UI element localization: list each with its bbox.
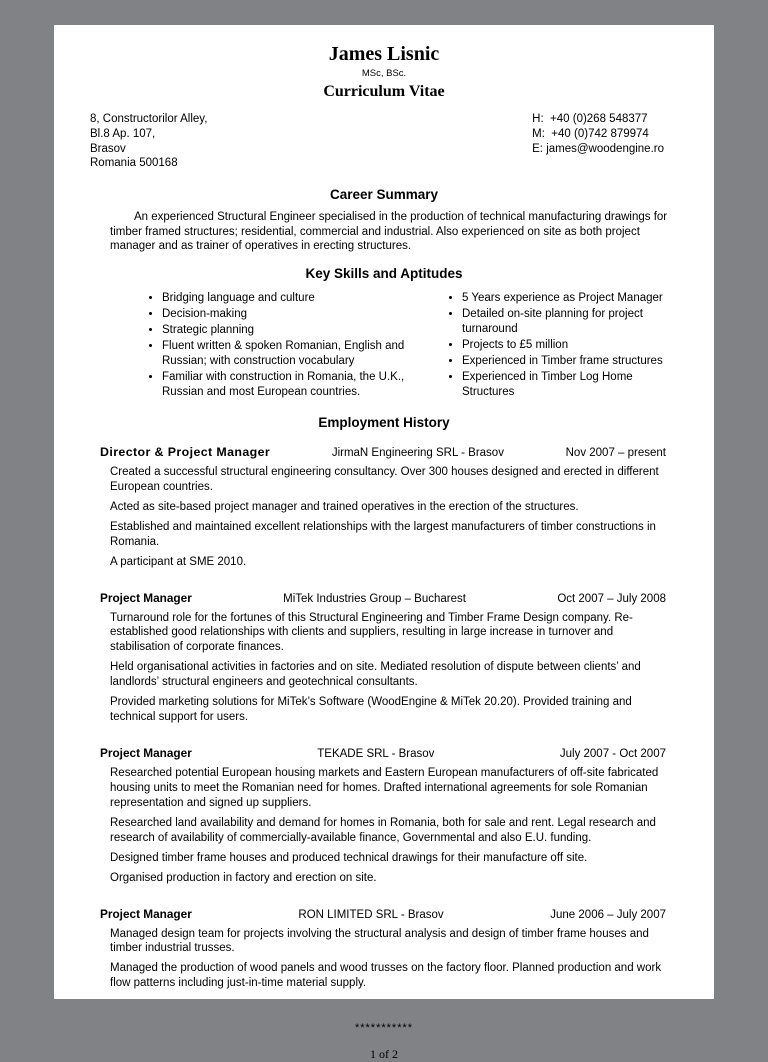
job-header bbox=[90, 444, 678, 461]
job-dates: June 2006 – July 2007 bbox=[550, 908, 666, 921]
skills-list-right bbox=[442, 291, 678, 401]
job-description: Organised production in factory and erection on site. bbox=[110, 871, 377, 884]
job-entry bbox=[90, 591, 678, 726]
skill-item: • Familiar with construction in Romania, the U.K., Russian and most European countries. bbox=[162, 370, 428, 400]
job-description: A participant at SME 2010. bbox=[110, 555, 247, 568]
job-header bbox=[90, 746, 678, 762]
job-dates: Nov 2007 – present bbox=[565, 447, 666, 460]
job-company: MiTek Industries Group – Bucharest bbox=[283, 592, 466, 605]
skill-item: • Projects to £5 million bbox=[462, 338, 672, 353]
phone-home: H: +40 (0)268 548377 bbox=[532, 113, 648, 126]
job-description: Created a successful structural engineering consultancy. Over 300 houses designed and erected in different European countries. bbox=[110, 465, 659, 493]
phone-mobile: M: +40 (0)742 879974 bbox=[532, 127, 649, 140]
job-entry bbox=[90, 444, 678, 570]
job-header bbox=[90, 591, 678, 607]
job-description: Provided marketing solutions for MiTek’s Software (WoodEngine & MiTek 20.20). Provided training and technical support for users. bbox=[110, 696, 632, 724]
job-company: JirmaN Engineering SRL - Brasov bbox=[331, 447, 504, 460]
job-description: Researched potential European housing markets and Eastern European manufacturers of off-site fabricated housing units to meet the Romanian need for homes. Drafted international agreements for sole Romanian representation and signed up suppliers. bbox=[110, 767, 659, 809]
job-entry bbox=[90, 746, 678, 886]
job-entry bbox=[90, 907, 678, 992]
page-footer bbox=[90, 1021, 678, 1062]
job-header bbox=[90, 907, 678, 923]
job-company: RON LIMITED SRL - Brasov bbox=[298, 908, 444, 921]
skill-item: • Strategic planning bbox=[162, 323, 428, 338]
email-address: E: james@woodengine.ro bbox=[532, 142, 664, 155]
job-description: Acted as site-based project manager and trained operatives in the erection of the structures. bbox=[110, 500, 579, 513]
skill-item: • Bridging language and culture bbox=[162, 291, 428, 306]
page-number: 1 of 2 bbox=[370, 1046, 398, 1061]
person-name: James Lisnic bbox=[328, 43, 440, 65]
job-description: Researched land availability and demand for homes in Romania, both for sale and rent. Legal research and research of availability of commercially-available finance, Governmental and also E.U. funding. bbox=[110, 816, 656, 844]
job-description: Turnaround role for the fortunes of this Structural Engineering and Timber Frame Design company. Re-established good relationships with clients and suppliers, resulting in large increase in turnover and stabilisation of corporate finances. bbox=[110, 611, 633, 654]
job-title: Project Manager bbox=[100, 746, 192, 761]
job-description: Established and maintained excellent relationships with the largest manufacturers of timber constructions in Romania. bbox=[110, 520, 656, 548]
job-dates: Oct 2007 – July 2008 bbox=[557, 592, 666, 605]
address-line-4: Romania 500168 bbox=[90, 157, 178, 170]
skills-list-left bbox=[142, 291, 442, 401]
section-heading-career-summary: Career Summary bbox=[329, 187, 439, 203]
job-description: Managed design team for projects involving the structural analysis and design of timber frame houses and timber industrial trusses. bbox=[110, 927, 649, 955]
section-heading-key-skills: Key Skills and Aptitudes bbox=[305, 266, 463, 282]
skill-item: • Fluent written & spoken Romanian, English and Russian; with construction vocabulary bbox=[162, 339, 428, 369]
job-description: Designed timber frame houses and produced technical drawings for their manufacture off site. bbox=[110, 851, 588, 864]
job-description: Managed the production of wood panels and wood trusses on the factory floor. Planned production and work flow patterns including just-in-time material supply. bbox=[110, 962, 662, 990]
document-header bbox=[90, 41, 678, 103]
job-company: TEKADE SRL - Brasov bbox=[317, 748, 435, 761]
skill-item: • Detailed on-site planning for project turnaround bbox=[462, 307, 672, 337]
separator-asterisks: *********** bbox=[354, 1022, 414, 1035]
skill-item: • 5 Years experience as Project Manager bbox=[462, 291, 672, 306]
job-title: Project Manager bbox=[100, 590, 192, 605]
key-skills-lists bbox=[90, 291, 678, 401]
person-degrees: MSc, BSc. bbox=[361, 68, 407, 79]
cv-page bbox=[54, 25, 714, 1061]
address-line-1: 8, Constructorilor Alley, bbox=[90, 113, 208, 126]
skill-item: • Experienced in Timber frame structures bbox=[462, 354, 672, 369]
section-heading-employment-history: Employment History bbox=[318, 415, 450, 431]
phone-email-block bbox=[532, 112, 664, 171]
address-line-3: Brasov bbox=[90, 142, 126, 155]
skill-item: • Experienced in Timber Log Home Structures bbox=[462, 370, 672, 400]
career-summary-text: An experienced Structural Engineer specialised in the production of technical manufacturing drawings for timber framed structures; residential, commercial and industrial. Also experienced on site as both project manager and as trainer of operatives in erecting structures. bbox=[110, 210, 668, 253]
contact-block bbox=[90, 112, 678, 171]
address-line-2: Bl.8 Ap. 107, bbox=[90, 127, 156, 140]
document-title: Curriculum Vitae bbox=[323, 83, 445, 101]
skill-item: • Decision-making bbox=[162, 307, 428, 322]
postal-address bbox=[90, 112, 207, 171]
job-title: Director & Project Manager bbox=[100, 445, 271, 460]
job-description: Held organisational activities in factories and on site. Mediated resolution of dispute between clients’ and landlords’ structural engineers and geotechnical consultants. bbox=[110, 661, 641, 689]
job-title: Project Manager bbox=[100, 906, 192, 921]
job-dates: July 2007 - Oct 2007 bbox=[559, 748, 666, 761]
